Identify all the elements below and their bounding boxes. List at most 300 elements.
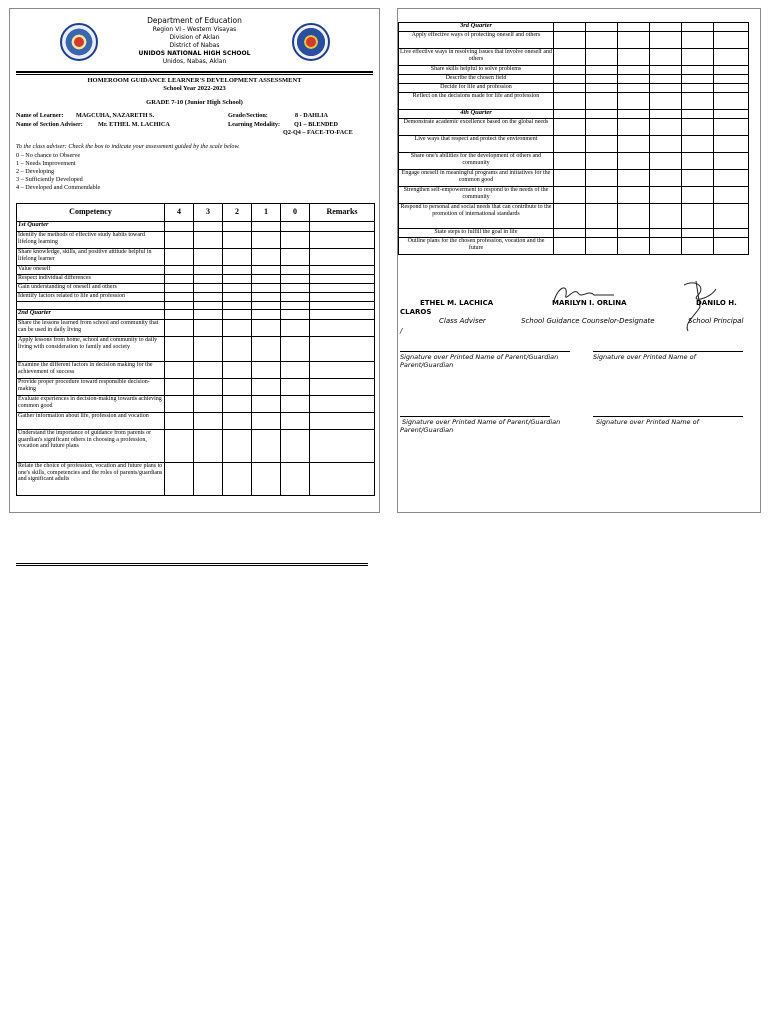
modality-q1: Q1 – BLENDED (294, 121, 339, 128)
parent-signature-caption-cont: Parent/Guardian (400, 426, 454, 434)
rating-checkbox-cell[interactable] (586, 187, 618, 204)
instruction-text: To the class adviser: Check the box to indicate your assessment guided by the scale below. (16, 143, 240, 150)
quarter-header-row (17, 222, 375, 232)
adviser-signatory-name: ETHEL M. LACHICA (420, 299, 494, 307)
rating-checkbox-cell[interactable] (223, 275, 252, 284)
rating-checkbox-cell[interactable] (252, 266, 281, 275)
column-header-remarks: Remarks (310, 204, 375, 222)
adviser-label: Name of Section Adviser: (16, 121, 83, 128)
rating-checkbox-cell[interactable] (586, 170, 618, 187)
competency-table-body (17, 222, 375, 496)
rating-checkbox-cell[interactable] (650, 170, 682, 187)
rating-checkbox-cell[interactable] (618, 187, 650, 204)
remarks-cell[interactable] (310, 293, 375, 302)
competency-cell: Describe the chosen field (399, 75, 554, 84)
remarks-cell[interactable] (310, 413, 375, 430)
rating-checkbox-cell[interactable] (165, 320, 194, 337)
rating-checkbox-cell[interactable] (281, 232, 310, 249)
rating-checkbox-cell[interactable] (252, 320, 281, 337)
competency-cell: Understand the importance of guidance from parents or guardian's significant others in choosing a profession, vocation and future plans (17, 430, 165, 463)
principal-signatory-name: DANILO H. (696, 299, 737, 307)
rating-checkbox-cell[interactable] (223, 337, 252, 362)
table-row (399, 238, 749, 255)
rating-cell (682, 110, 714, 119)
rating-cell (714, 23, 749, 32)
rating-checkbox-cell[interactable] (618, 119, 650, 136)
rating-checkbox-cell[interactable] (252, 413, 281, 430)
competency-cell: Gather information about life, profession and vocation (17, 413, 165, 430)
rating-checkbox-cell[interactable] (194, 463, 223, 496)
table-row (399, 49, 749, 66)
scale-item: 3 – Sufficiently Developed (16, 176, 83, 183)
school-address: Unidos, Nabas, Aklan (162, 58, 227, 65)
table-row (17, 413, 375, 430)
rating-checkbox-cell[interactable] (281, 284, 310, 293)
rating-checkbox-cell[interactable] (618, 229, 650, 238)
rating-checkbox-cell[interactable] (281, 275, 310, 284)
rating-checkbox-cell[interactable] (252, 232, 281, 249)
rating-cell (165, 310, 194, 320)
department-name: Department of Education (147, 16, 242, 25)
rating-checkbox-cell[interactable] (223, 430, 252, 463)
table-row (399, 93, 749, 110)
rating-checkbox-cell[interactable] (194, 413, 223, 430)
adviser-name: Mr. ETHEL M. LACHICA (98, 121, 170, 128)
principal-role: School Principal (688, 317, 744, 325)
parent-signature-line (400, 416, 550, 417)
competency-cell: Examine the different factors in decision making for the achievement of success (17, 362, 165, 379)
table-row (399, 32, 749, 49)
rating-checkbox-cell[interactable] (165, 413, 194, 430)
remarks-cell[interactable] (310, 396, 375, 413)
rating-checkbox-cell[interactable] (682, 119, 714, 136)
counselor-signatory-name: MARILYN I. ORLINA (552, 299, 627, 307)
rating-checkbox-cell[interactable] (682, 32, 714, 49)
scale-item: 1 – Needs Improvement (16, 160, 76, 167)
rating-checkbox-cell[interactable] (586, 153, 618, 170)
adviser-role: Class Adviser (439, 317, 486, 325)
competency-cell: Share knowledge, skills, and positive attitude helpful in lifelong learner (17, 249, 165, 266)
parent-signature-caption: Signature over Printed Name of Parent/Guardian (402, 418, 561, 426)
competency-table-continued-body (399, 23, 749, 255)
remarks-cell[interactable] (310, 232, 375, 249)
header-divider-thin (16, 74, 373, 75)
rating-checkbox-cell[interactable] (650, 238, 682, 255)
assessment-page-front (9, 8, 380, 513)
rating-checkbox-cell[interactable] (586, 229, 618, 238)
remarks-cell[interactable] (714, 49, 749, 66)
rating-cell (281, 310, 310, 320)
rating-cell (194, 222, 223, 232)
rating-checkbox-cell[interactable] (618, 66, 650, 75)
table-row (17, 320, 375, 337)
rating-checkbox-cell[interactable] (586, 136, 618, 153)
rating-checkbox-cell[interactable] (194, 396, 223, 413)
remarks-cell[interactable] (310, 284, 375, 293)
competency-cell: Decide for life and profession (399, 84, 554, 93)
rating-checkbox-cell[interactable] (650, 66, 682, 75)
rating-checkbox-cell[interactable] (554, 153, 586, 170)
table-row (17, 249, 375, 266)
rating-cell (554, 110, 586, 119)
rating-checkbox-cell[interactable] (682, 204, 714, 229)
rating-checkbox-cell[interactable] (650, 187, 682, 204)
remarks-cell[interactable] (714, 229, 749, 238)
column-header-1: 1 (252, 204, 281, 222)
rating-checkbox-cell[interactable] (223, 284, 252, 293)
competency-cell: Live effective ways in resolving issues that involve oneself and others (399, 49, 554, 66)
competency-cell: Evaluate experiences in decision-making towards achieving common good (17, 396, 165, 413)
remarks-cell[interactable] (714, 66, 749, 75)
modality-label: Learning Modality: (228, 121, 281, 128)
empty-cell (310, 302, 375, 310)
rating-checkbox-cell[interactable] (223, 266, 252, 275)
rating-checkbox-cell[interactable] (223, 396, 252, 413)
rating-checkbox-cell[interactable] (554, 84, 586, 93)
rating-checkbox-cell[interactable] (223, 413, 252, 430)
rating-cell (281, 222, 310, 232)
remarks-cell[interactable] (310, 320, 375, 337)
rating-checkbox-cell[interactable] (586, 204, 618, 229)
table-row (17, 430, 375, 463)
assessment-page-back (397, 8, 761, 513)
rating-checkbox-cell[interactable] (650, 136, 682, 153)
modality-q2: Q2-Q4 – FACE-TO-FACE (283, 129, 353, 136)
competency-cell: Reflect on the decisions made for life and profession (399, 93, 554, 110)
remarks-cell[interactable] (714, 32, 749, 49)
rating-checkbox-cell[interactable] (618, 170, 650, 187)
rating-checkbox-cell[interactable] (252, 293, 281, 302)
rating-checkbox-cell[interactable] (554, 170, 586, 187)
remarks-cell[interactable] (714, 119, 749, 136)
table-row (399, 229, 749, 238)
rating-checkbox-cell[interactable] (194, 362, 223, 379)
table-row (399, 119, 749, 136)
rating-checkbox-cell[interactable] (618, 136, 650, 153)
rating-checkbox-cell[interactable] (586, 32, 618, 49)
rating-checkbox-cell[interactable] (554, 49, 586, 66)
grade-level: GRADE 7-10 (Junior High School) (146, 99, 243, 106)
remarks-cell[interactable] (310, 266, 375, 275)
rating-checkbox-cell[interactable] (586, 238, 618, 255)
rating-checkbox-cell[interactable] (281, 396, 310, 413)
empty-cell (194, 302, 223, 310)
rating-checkbox-cell[interactable] (252, 362, 281, 379)
table-row (17, 337, 375, 362)
remarks-cell[interactable] (714, 170, 749, 187)
rating-checkbox-cell[interactable] (682, 238, 714, 255)
competency-cell: Identify factors related to life and profession (17, 293, 165, 302)
rating-checkbox-cell[interactable] (252, 379, 281, 396)
spacer-row (17, 302, 375, 310)
rating-checkbox-cell[interactable] (194, 379, 223, 396)
rating-checkbox-cell[interactable] (554, 204, 586, 229)
remarks-cell[interactable] (310, 430, 375, 463)
rating-checkbox-cell[interactable] (194, 337, 223, 362)
rating-checkbox-cell[interactable] (618, 93, 650, 110)
counselor-role: School Guidance Counselor-Designate (521, 317, 655, 325)
rating-checkbox-cell[interactable] (650, 93, 682, 110)
remarks-cell[interactable] (714, 187, 749, 204)
stray-mark: / (400, 327, 403, 335)
rating-checkbox-cell[interactable] (682, 84, 714, 93)
quarter-header-row (399, 110, 749, 119)
rating-checkbox-cell[interactable] (650, 119, 682, 136)
rating-checkbox-cell[interactable] (252, 430, 281, 463)
rating-checkbox-cell[interactable] (252, 396, 281, 413)
rating-checkbox-cell[interactable] (194, 275, 223, 284)
rating-checkbox-cell[interactable] (223, 463, 252, 496)
quarter-header-row (399, 23, 749, 32)
rating-checkbox-cell[interactable] (252, 463, 281, 496)
rating-checkbox-cell[interactable] (252, 249, 281, 266)
rating-checkbox-cell[interactable] (554, 75, 586, 84)
rating-checkbox-cell[interactable] (554, 93, 586, 110)
rating-cell (586, 110, 618, 119)
competency-table-continued (398, 22, 749, 255)
rating-checkbox-cell[interactable] (165, 362, 194, 379)
competency-table (16, 203, 375, 496)
table-row (17, 232, 375, 249)
quarter-label: 2nd Quarter (17, 310, 165, 320)
rating-checkbox-cell[interactable] (194, 249, 223, 266)
column-header-3: 3 (194, 204, 223, 222)
rating-checkbox-cell[interactable] (165, 430, 194, 463)
parent-signature-caption: Signature over Printed Name of (593, 353, 696, 361)
parent-signature-caption-cont: Parent/Guardian (400, 361, 454, 369)
table-row (17, 379, 375, 396)
competency-cell: Live ways that respect and protect the environment (399, 136, 554, 153)
parent-signature-caption: Signature over Printed Name of (596, 418, 699, 426)
rating-checkbox-cell[interactable] (682, 153, 714, 170)
rating-checkbox-cell[interactable] (554, 238, 586, 255)
rating-checkbox-cell[interactable] (618, 204, 650, 229)
rating-checkbox-cell[interactable] (165, 249, 194, 266)
rating-checkbox-cell[interactable] (554, 229, 586, 238)
rating-checkbox-cell[interactable] (165, 284, 194, 293)
table-row (17, 396, 375, 413)
rating-checkbox-cell[interactable] (682, 93, 714, 110)
rating-cell (165, 222, 194, 232)
remarks-cell[interactable] (310, 275, 375, 284)
competency-cell: Strengthen self-empowerment to respond to the needs of the community (399, 187, 554, 204)
rating-checkbox-cell[interactable] (194, 293, 223, 302)
rating-checkbox-cell[interactable] (586, 119, 618, 136)
rating-checkbox-cell[interactable] (281, 362, 310, 379)
rating-checkbox-cell[interactable] (554, 187, 586, 204)
competency-cell: Share skills helpful to solve problems (399, 66, 554, 75)
rating-checkbox-cell[interactable] (618, 238, 650, 255)
grade-section: 8 - DAHLIA (295, 112, 329, 119)
rating-cell (223, 310, 252, 320)
rating-cell (310, 310, 375, 320)
grade-section-label: Grade/Section: (228, 112, 268, 119)
rating-checkbox-cell[interactable] (586, 93, 618, 110)
remarks-cell[interactable] (310, 249, 375, 266)
competency-cell: Share one's abilities for the development of others and community (399, 153, 554, 170)
rating-checkbox-cell[interactable] (554, 32, 586, 49)
parent-signature-line (593, 351, 743, 352)
rating-checkbox-cell[interactable] (194, 320, 223, 337)
rating-checkbox-cell[interactable] (165, 293, 194, 302)
rating-checkbox-cell[interactable] (554, 136, 586, 153)
competency-cell: Relate the choice of profession, vocation and future plans to one's skills, competencies and the roles of parents/guardians and significant adults (17, 463, 165, 496)
rating-checkbox-cell[interactable] (223, 293, 252, 302)
table-row (399, 66, 749, 75)
table-row (399, 204, 749, 229)
rating-checkbox-cell[interactable] (586, 84, 618, 93)
rating-checkbox-cell[interactable] (682, 75, 714, 84)
competency-cell: Apply lessons from home, school and community to daily living with consideration to family and society (17, 337, 165, 362)
rating-checkbox-cell[interactable] (281, 463, 310, 496)
remarks-cell[interactable] (714, 153, 749, 170)
table-row (17, 275, 375, 284)
division-name: Division of Aklan (169, 34, 220, 41)
remarks-cell[interactable] (714, 93, 749, 110)
remarks-cell[interactable] (714, 75, 749, 84)
empty-cell (252, 302, 281, 310)
rating-checkbox-cell[interactable] (586, 75, 618, 84)
rating-checkbox-cell[interactable] (223, 379, 252, 396)
rating-checkbox-cell[interactable] (281, 320, 310, 337)
rating-checkbox-cell[interactable] (650, 153, 682, 170)
rating-checkbox-cell[interactable] (194, 430, 223, 463)
competency-cell: Provide proper procedure toward responsible decision-making (17, 379, 165, 396)
rating-checkbox-cell[interactable] (223, 232, 252, 249)
remarks-cell[interactable] (310, 362, 375, 379)
remarks-cell[interactable] (714, 238, 749, 255)
rating-checkbox-cell[interactable] (165, 275, 194, 284)
rating-checkbox-cell[interactable] (586, 66, 618, 75)
table-row (17, 362, 375, 379)
rating-checkbox-cell[interactable] (194, 284, 223, 293)
remarks-cell[interactable] (310, 337, 375, 362)
rating-cell (194, 310, 223, 320)
rating-checkbox-cell[interactable] (554, 119, 586, 136)
remarks-cell[interactable] (310, 463, 375, 496)
rating-checkbox-cell[interactable] (252, 337, 281, 362)
table-row (399, 84, 749, 93)
remarks-cell[interactable] (714, 204, 749, 229)
scale-item: 4 – Developed and Commendable (16, 184, 101, 191)
table-row (399, 187, 749, 204)
rating-checkbox-cell[interactable] (165, 463, 194, 496)
rating-checkbox-cell[interactable] (682, 229, 714, 238)
rating-checkbox-cell[interactable] (682, 136, 714, 153)
competency-cell: Gain understanding of oneself and others (17, 284, 165, 293)
rating-checkbox-cell[interactable] (194, 266, 223, 275)
rating-cell (223, 222, 252, 232)
rating-checkbox-cell[interactable] (281, 379, 310, 396)
column-header-competency: Competency (17, 204, 165, 222)
rating-checkbox-cell[interactable] (682, 170, 714, 187)
remarks-cell[interactable] (714, 136, 749, 153)
table-row (17, 463, 375, 496)
rating-checkbox-cell[interactable] (165, 232, 194, 249)
page-separator (16, 563, 368, 566)
rating-checkbox-cell[interactable] (281, 249, 310, 266)
principal-signatory-name-cont: CLAROS (400, 308, 432, 316)
school-year: School Year 2022-2023 (163, 85, 226, 92)
rating-checkbox-cell[interactable] (650, 229, 682, 238)
table-row (399, 136, 749, 153)
quarter-label: 3rd Quarter (399, 23, 554, 32)
rating-checkbox-cell[interactable] (165, 379, 194, 396)
rating-checkbox-cell[interactable] (618, 84, 650, 93)
rating-checkbox-cell[interactable] (554, 66, 586, 75)
rating-cell (682, 23, 714, 32)
table-row (17, 284, 375, 293)
rating-checkbox-cell[interactable] (165, 337, 194, 362)
rating-checkbox-cell[interactable] (650, 32, 682, 49)
remarks-cell[interactable] (714, 84, 749, 93)
scale-item: 0 – No chance to Observe (16, 152, 81, 159)
district-name: District of Nabas (169, 42, 220, 49)
rating-checkbox-cell[interactable] (281, 430, 310, 463)
rating-checkbox-cell[interactable] (223, 362, 252, 379)
rating-checkbox-cell[interactable] (252, 275, 281, 284)
rating-checkbox-cell[interactable] (281, 337, 310, 362)
rating-checkbox-cell[interactable] (618, 32, 650, 49)
competency-cell: Outline plans for the chosen profession, vocation and the future (399, 238, 554, 255)
rating-cell (618, 23, 650, 32)
school-name: UNIDOS NATIONAL HIGH SCHOOL (138, 50, 251, 57)
scale-item: 2 – Developing (16, 168, 55, 175)
competency-cell: Demonstrate academic excellence based on the global needs (399, 119, 554, 136)
rating-cell (310, 222, 375, 232)
rating-cell (714, 110, 749, 119)
table-row (399, 75, 749, 84)
rating-checkbox-cell[interactable] (281, 266, 310, 275)
empty-cell (281, 302, 310, 310)
rating-checkbox-cell[interactable] (586, 49, 618, 66)
empty-cell (223, 302, 252, 310)
rating-checkbox-cell[interactable] (165, 266, 194, 275)
column-header-4: 4 (165, 204, 194, 222)
rating-checkbox-cell[interactable] (223, 320, 252, 337)
rating-checkbox-cell[interactable] (618, 49, 650, 66)
competency-cell: Identify the methods of effective study habits toward lifelong learning (17, 232, 165, 249)
rating-checkbox-cell[interactable] (281, 293, 310, 302)
rating-cell (554, 23, 586, 32)
competency-cell: Share the lessons learned from school and community that can be used in daily living (17, 320, 165, 337)
remarks-cell[interactable] (310, 379, 375, 396)
rating-checkbox-cell[interactable] (618, 75, 650, 84)
competency-cell: Apply effective ways of protecting oneself and others (399, 32, 554, 49)
rating-checkbox-cell[interactable] (650, 49, 682, 66)
rating-cell (252, 310, 281, 320)
rating-checkbox-cell[interactable] (682, 187, 714, 204)
rating-checkbox-cell[interactable] (281, 413, 310, 430)
rating-cell (650, 23, 682, 32)
rating-checkbox-cell[interactable] (650, 75, 682, 84)
rating-checkbox-cell[interactable] (682, 49, 714, 66)
quarter-label: 1st Quarter (17, 222, 165, 232)
table-row (17, 293, 375, 302)
rating-checkbox-cell[interactable] (194, 232, 223, 249)
rating-checkbox-cell[interactable] (618, 153, 650, 170)
table-row (17, 266, 375, 275)
competency-cell: Engage oneself in meaningful programs and initiatives for the common good (399, 170, 554, 187)
rating-checkbox-cell[interactable] (223, 249, 252, 266)
rating-checkbox-cell[interactable] (650, 84, 682, 93)
rating-checkbox-cell[interactable] (650, 204, 682, 229)
rating-checkbox-cell[interactable] (165, 396, 194, 413)
learner-label: Name of Learner: (16, 112, 64, 119)
table-row (399, 170, 749, 187)
rating-checkbox-cell[interactable] (682, 66, 714, 75)
rating-checkbox-cell[interactable] (252, 284, 281, 293)
